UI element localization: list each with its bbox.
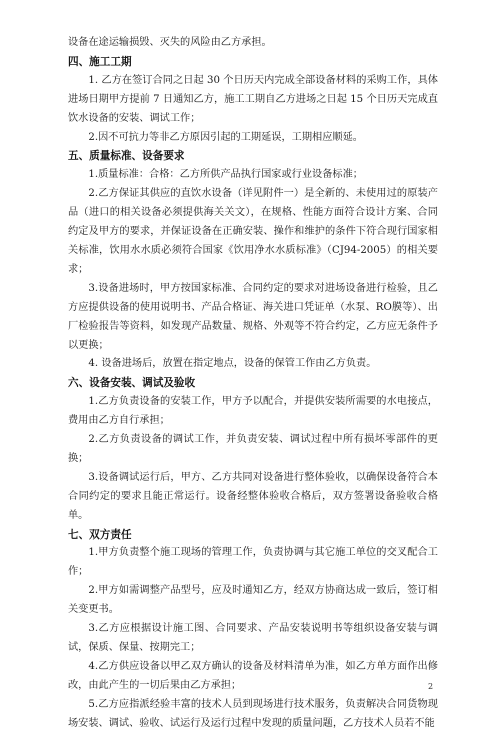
paragraph: 3.设备调试运行后，甲方、乙方共同对设备进行整体验收，以确保设备符合本合同约定的要求且能正常运行。设备经整体验收合格后，双方签署设备验收合格单。 (68, 471, 438, 521)
section-heading: 六、设备安装、调试及验收 (68, 377, 196, 390)
document-body (68, 34, 438, 734)
paragraph: 2.因不可抗力等非乙方原因引起的工期延误，工期相应顺延。 (88, 131, 363, 143)
section-heading: 四、施工工期 (68, 55, 132, 68)
paragraph: 3.乙方应根据设计施工图、合同要求、产品安装说明书等组织设备安装与调试，保质、保量、按期完工； (68, 623, 438, 653)
paragraph: 3.设备进场时，甲方按国家标准、合同约定的要求对进场设备进行检验，且乙方应提供设备的使用说明书、产品合格证、海关进口凭证单（水泵、RO膜等）、出厂检验报告等资料，如发现产品数量、规格、外观等不符合约定，乙方应无条件予以更换； (68, 282, 438, 351)
paragraph: 4. 设备进场后，放置在指定地点，设备的保管工作由乙方负责。 (88, 358, 377, 370)
paragraph: 2.甲方如需调整产品型号，应及时通知乙方，经双方协商达成一致后，签订相关变更书。 (68, 585, 438, 616)
page-number: 2 (428, 682, 434, 691)
section-heading: 七、双方责任 (68, 528, 132, 541)
paragraph: 2.乙方保证其供应的直饮水设备（详见附件一）是全新的、未使用过的原装产品（进口的相关设备必须提供海关关文），在规格、性能方面符合设计方案、合同约定及甲方的要求，并保证设备在正确安装、操作和维护的条件下符合现行国家相关标准，饮用水水质必须符合国家《饮用净水水质标准》（CJ94-2005）的相关要求； (68, 188, 438, 275)
paragraph: 4.乙方供应设备以甲乙双方确认的设备及材料清单为准，如乙方单方面作出修改，由此产生的一切后果由乙方承担； (68, 660, 438, 691)
paragraph: 设备在途运输损毁、灭失的风险由乙方承担。 (68, 37, 272, 48)
paragraph: 2.乙方负责设备的调试工作，并负责安装、调试过程中所有损坏零部件的更换； (68, 434, 438, 464)
paragraph: 1.乙方负责设备的安装工作，甲方予以配合，并提供安装所需要的水电接点，费用由乙方自行承担； (68, 396, 438, 427)
paragraph: 5.乙方应指派经验丰富的技术人员到现场进行技术服务，负责解决合同货物现场安装、调试、验收、试运行及运行过程中发现的质量问题，乙方技术人员若不能 (68, 698, 438, 729)
section-heading: 五、质量标准、设备要求 (68, 150, 185, 163)
paragraph: 1. 乙方在签订合同之日起 30 个日历天内完成全部设备材料的采购工作，具体进场日期甲方提前 7 日通知乙方，施工工期自乙方进场之日起 15 个日历天完成直饮水设备的安装、调试工作； (68, 74, 438, 124)
paragraph: 1.甲方负责整个施工现场的管理工作，负责协调与其它施工单位的交叉配合工作； (68, 547, 438, 578)
paragraph: 1.质量标准：合格：乙方所供产品执行国家或行业设备标准； (88, 169, 363, 181)
